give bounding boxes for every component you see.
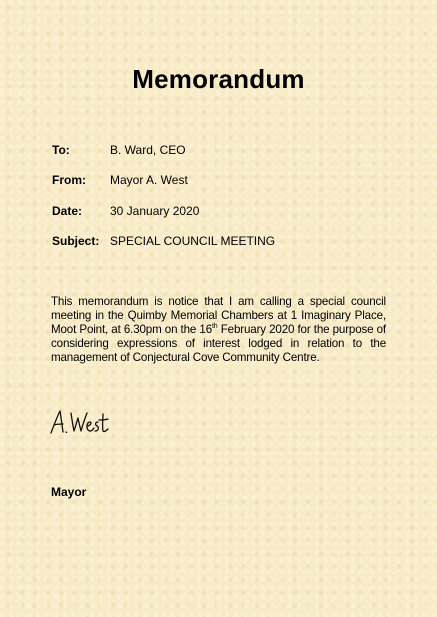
signatory-title: Mayor [51,485,87,499]
subject-value: SPECIAL COUNCIL MEETING [110,233,276,248]
ordinal-suffix: th [212,323,218,331]
to-row [52,143,275,173]
handwritten-signature [48,405,118,439]
memo-title: Memorandum [132,64,305,94]
memo-body [51,295,386,365]
to-label: To: [52,143,70,157]
from-row [52,173,275,203]
memo-header-fields [52,143,275,264]
subject-label: Subject: [52,233,100,248]
date-label: Date: [52,203,83,218]
memo-body-text-end: February 2020 for the purpose of considering expressions of interest lodged in relation to the management of Conjectural Cove Community Centre. [51,323,386,364]
from-label: From: [52,173,86,188]
from-value: Mayor A. West [110,173,188,188]
subject-row [52,234,275,264]
date-row [52,204,275,234]
memo-body-text-start: This memorandum is notice that I am calling a special council meeting in the Quimby Memorial Chambers at 1 Imaginary Place, Moot Point, at 6.30pm on the 16 [51,295,386,336]
date-value: 30 January 2020 [110,203,200,218]
to-value: B. Ward, CEO [110,143,186,157]
